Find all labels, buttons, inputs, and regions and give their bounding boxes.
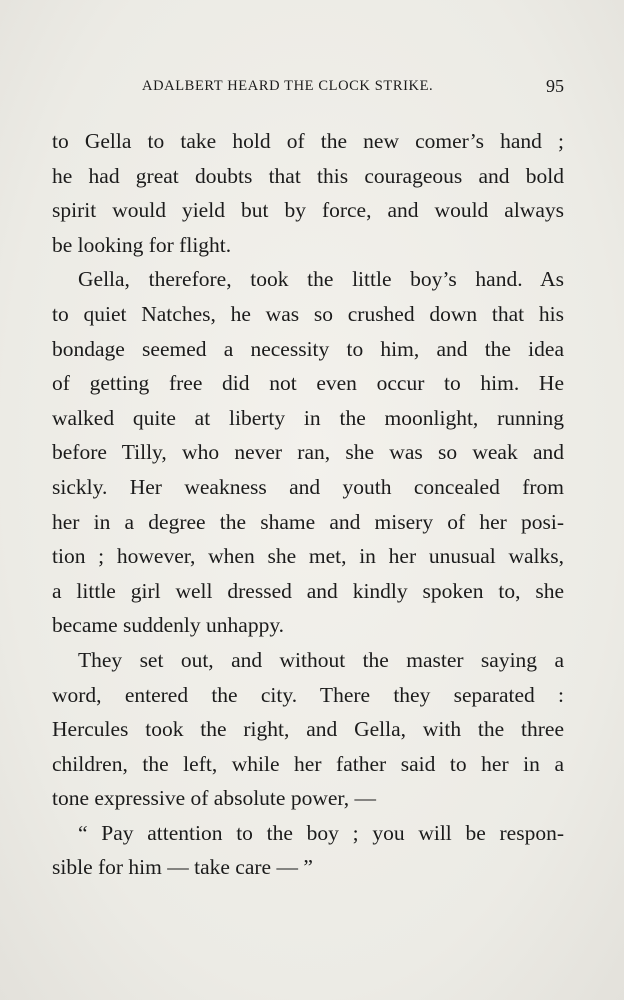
text-line: to quiet Natches, he was so crushed down that his	[52, 301, 564, 326]
text-line: before Tilly, who never ran, she was so weak and	[52, 440, 564, 465]
text-line: walked quite at liberty in the moonlight, running	[52, 405, 564, 430]
text-line: sible for him — take care — ”	[52, 855, 313, 880]
text-line: spirit would yield but by force, and would always	[52, 198, 564, 223]
text-line: her in a degree the shame and misery of her posi-	[52, 509, 564, 534]
text-line: tone expressive of absolute power, —	[52, 786, 376, 811]
text-line: sickly. Her weakness and youth concealed from	[52, 474, 564, 499]
text-line: bondage seemed a necessity to him, and the idea	[52, 336, 564, 361]
text-line: he had great doubts that this courageous and bold	[52, 163, 564, 188]
text-line: be looking for flight.	[52, 232, 232, 257]
text-line: children, the left, while her father said to her in a	[52, 751, 564, 776]
running-title: ADALBERT HEARD THE CLOCK STRIKE.	[142, 78, 434, 94]
text-line: a little girl well dressed and kindly spoken to, she	[52, 578, 564, 603]
text-line: became suddenly unhappy.	[52, 613, 285, 638]
page-number: 95	[546, 76, 564, 96]
text-line: to Gella to take hold of the new comer’s hand ;	[52, 129, 564, 153]
text-line: word, entered the city. There they separated :	[52, 682, 564, 707]
text-line: Hercules took the right, and Gella, with the three	[52, 717, 564, 742]
running-head	[52, 76, 564, 100]
body-text	[52, 124, 564, 885]
text-line: They set out, and without the master saying a	[78, 647, 564, 672]
text-line: tion ; however, when she met, in her unusual walks,	[52, 544, 564, 569]
text-line: Gella, therefore, took the little boy’s hand. As	[78, 267, 564, 292]
text-line: of getting free did not even occur to him. He	[52, 371, 564, 396]
text-line: “ Pay attention to the boy ; you will be respon-	[78, 820, 564, 845]
